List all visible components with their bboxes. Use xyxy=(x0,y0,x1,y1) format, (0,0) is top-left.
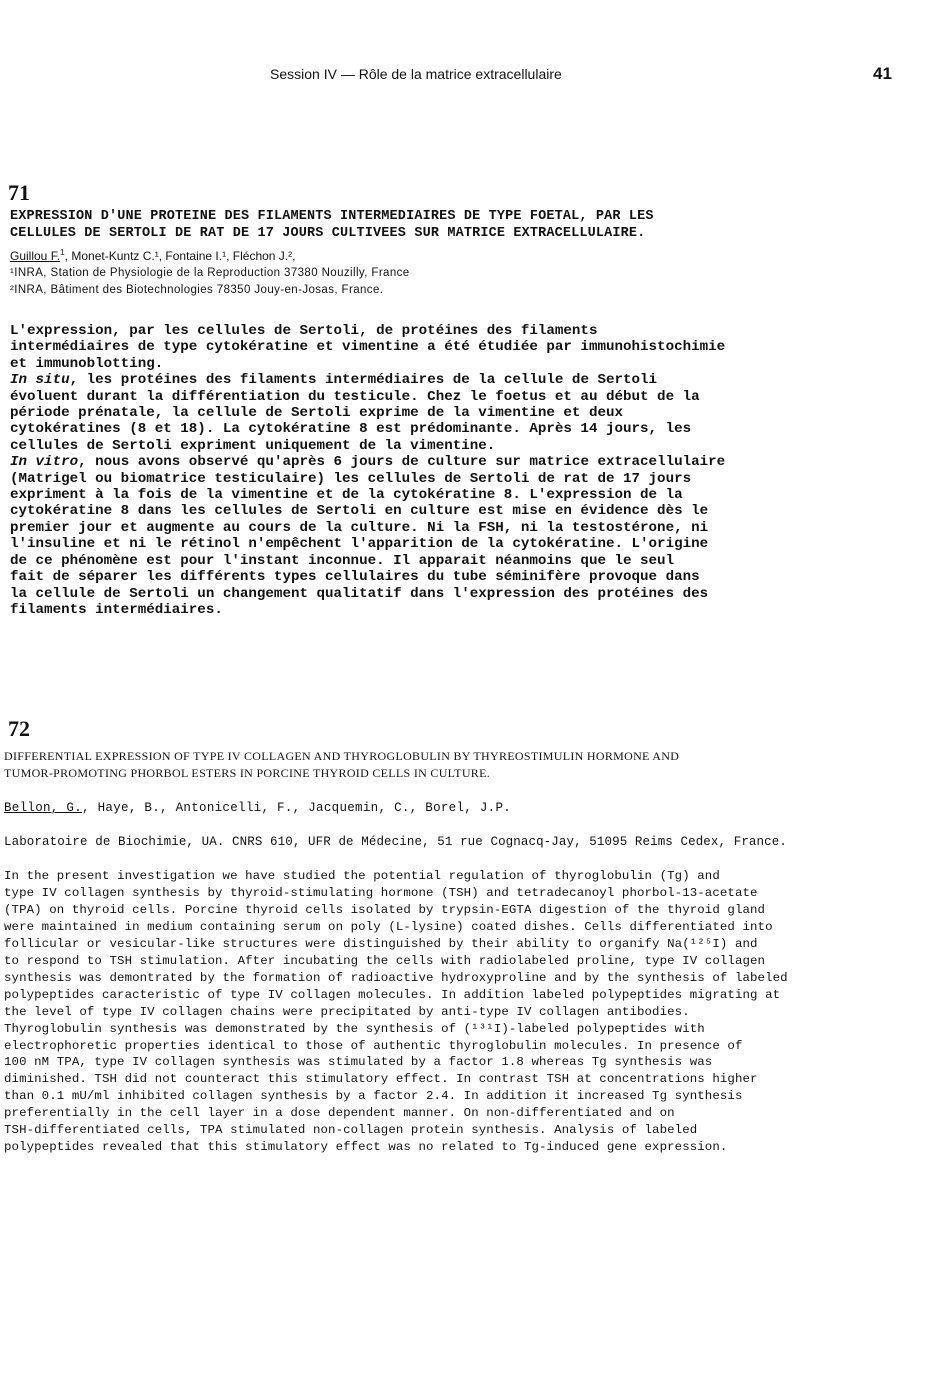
body-line: In situ, les protéines des filaments intermédiaires de la cellule de Sertoli xyxy=(10,372,658,389)
body-line: than 0.1 mU/ml inhibited collagen synthesis by a factor 2.4. In addition it increased Tg synthesis xyxy=(4,1089,743,1104)
body-line: la cellule de Sertoli un changement qualitatif dans l'expression des protéines des xyxy=(10,585,709,602)
body-line: In the present investigation we have studied the potential regulation of thyroglobulin (Tg) and xyxy=(4,869,720,883)
body-line: cytokératine 8 dans les cellules de Sertoli en culture est mise en évidence dès le xyxy=(10,503,709,520)
body-line: the level of type IV collagen chains were precipitated by anti-type IV collagen antibodies. xyxy=(4,1004,690,1019)
running-header xyxy=(0,66,930,86)
body-line: l'insuline et ni le rétinol n'empêchent l'apparition de la cytokératine. L'origine xyxy=(10,536,709,553)
body-line: période prénatale, la cellule de Sertoli exprime de la vimentine et deux xyxy=(10,405,623,422)
abstract-number: 72 xyxy=(8,716,30,741)
abstract-title-line: CELLULES DE SERTOLI DE RAT DE 17 JOURS CULTIVEES SUR MATRICE EXTRACELLULAIRE. xyxy=(10,226,646,241)
body-line: 100 nM TPA, type IV collagen synthesis was stimulated by a factor 1.8 whereas Tg synthesis was xyxy=(4,1055,713,1070)
body-line: (TPA) on thyroid cells. Porcine thyroid cells isolated by trypsin-EGTA digestion of the thyroid gland xyxy=(4,902,766,917)
body-line: filaments intermédiaires. xyxy=(10,601,223,618)
affiliation-line: ²INRA, Bâtiment des Biotechnologies 78350 Jouy-en-Josas, France. xyxy=(10,284,384,296)
body-line: follicular or vesicular-like structures were distinguished by their ability to organify Na(¹²⁵I) and xyxy=(4,936,758,951)
body-line: de ce phénomène est pour l'instant inconnue. Il apparait néanmoins que le seul xyxy=(10,552,675,569)
presenting-author: Guillou F. xyxy=(10,249,61,263)
body-line: TSH-differentiated cells, TPA stimulated non-collagen protein synthesis. Analysis of labeled xyxy=(4,1123,698,1138)
body-line: Thyroglobulin synthesis was demonstrated by the synthesis of (¹³¹I)-labeled polypeptides with xyxy=(4,1021,705,1036)
body-line: diminished. TSH did not counteract this stimulatory effect. In contrast TSH at concentrations higher xyxy=(4,1072,758,1087)
abstract-body xyxy=(4,868,788,1156)
latin-term: In situ xyxy=(10,372,70,389)
author-list xyxy=(4,801,511,815)
presenting-author: Bellon, G. xyxy=(4,801,83,815)
body-line: (Matrigel ou biomatrice testiculaire) les cellules de Sertoli de rat de 17 jours xyxy=(10,470,692,487)
body-line: évoluent durant la différentiation du testicule. Chez le foetus et au début de la xyxy=(10,388,700,405)
body-line: type IV collagen synthesis by thyroid-stimulating hormone (TSH) and tetradecanoyl phorbol-13-acetate xyxy=(4,885,758,900)
body-line: In vitro, nous avons observé qu'après 6 jours de culture sur matrice extracellulaire xyxy=(10,454,726,471)
co-authors: , Monet-Kuntz C.¹, Fontaine I.¹, Fléchon J.², xyxy=(64,249,296,263)
body-line: fait de séparer les différents types cellulaires du tube séminifère provoque dans xyxy=(10,569,700,586)
body-line: premier jour et augmente au cours de la culture. Ni la FSH, ni la testostérone, ni xyxy=(10,519,709,536)
abstract-title-line: DIFFERENTIAL EXPRESSION OF TYPE IV COLLAGEN AND THYROGLOBULIN BY THYREOSTIMULIN HORMONE AND xyxy=(4,749,680,763)
abstract-body xyxy=(10,323,725,618)
body-line: L'expression, par les cellules de Sertoli, de protéines des filaments xyxy=(10,323,598,339)
abstract-title-line: TUMOR-PROMOTING PHORBOL ESTERS IN PORCINE THYROID CELLS IN CULTURE. xyxy=(4,766,491,780)
abstract-number: 71 xyxy=(8,180,30,205)
running-title: Session IV — Rôle de la matrice extracellulaire xyxy=(270,66,562,82)
body-line: synthesis was demontrated by the formation of radioactive hydroxyproline and by the synthesis of labeled xyxy=(4,970,788,985)
body-line: polypeptides caracteristic of type IV collagen molecules. In addition labeled polypeptides migrating at xyxy=(4,987,781,1002)
affiliation-line: ¹INRA, Station de Physiologie de la Reproduction 37380 Nouzilly, France xyxy=(10,267,410,279)
author-list xyxy=(10,247,295,263)
co-authors: , Haye, B., Antonicelli, F., Jacquemin, C., Borel, J.P. xyxy=(82,801,512,815)
body-line: cellules de Sertoli expriment uniquement de la vimentine. xyxy=(10,437,496,454)
body-line: to respond to TSH stimulation. After incubating the cells with radiolabeled proline, type IV collagen xyxy=(4,953,766,968)
body-line: electrophoretic properties identical to those of authentic thyroglobulin molecules. In presence of xyxy=(4,1038,743,1053)
author-affiliation-mark: 1 xyxy=(60,247,65,257)
body-line: intermédiaires de type cytokératine et vimentine a été étudiée par immunohistochimie xyxy=(10,339,726,356)
page-number: 41 xyxy=(873,64,892,83)
abstract-title-line: EXPRESSION D'UNE PROTEINE DES FILAMENTS INTERMEDIAIRES DE TYPE FOETAL, PAR LES xyxy=(10,209,654,224)
laboratory-line: Laboratoire de Biochimie, UA. CNRS 610, UFR de Médecine, 51 rue Cognacq-Jay, 51095 Reims Cedex, France. xyxy=(4,835,787,849)
body-line: were maintained in medium containing serum on poly (L-lysine) coated dishes. Cells differentiated into xyxy=(4,919,773,934)
body-line: et immunoblotting. xyxy=(10,355,164,372)
body-line: cytokératines (8 et 18). La cytokératine 8 est prédominante. Après 14 jours, les xyxy=(10,421,692,438)
body-line: expriment à la fois de la vimentine et de la cytokératine 8. L'expression de la xyxy=(10,487,683,504)
latin-term: In vitro xyxy=(10,454,79,471)
body-line: polypeptides revealed that this stimulatory effect was no related to Tg-induced gene expression. xyxy=(4,1140,728,1155)
body-line: preferentially in the cell layer in a dose dependent manner. On non-differentiated and on xyxy=(4,1106,675,1121)
